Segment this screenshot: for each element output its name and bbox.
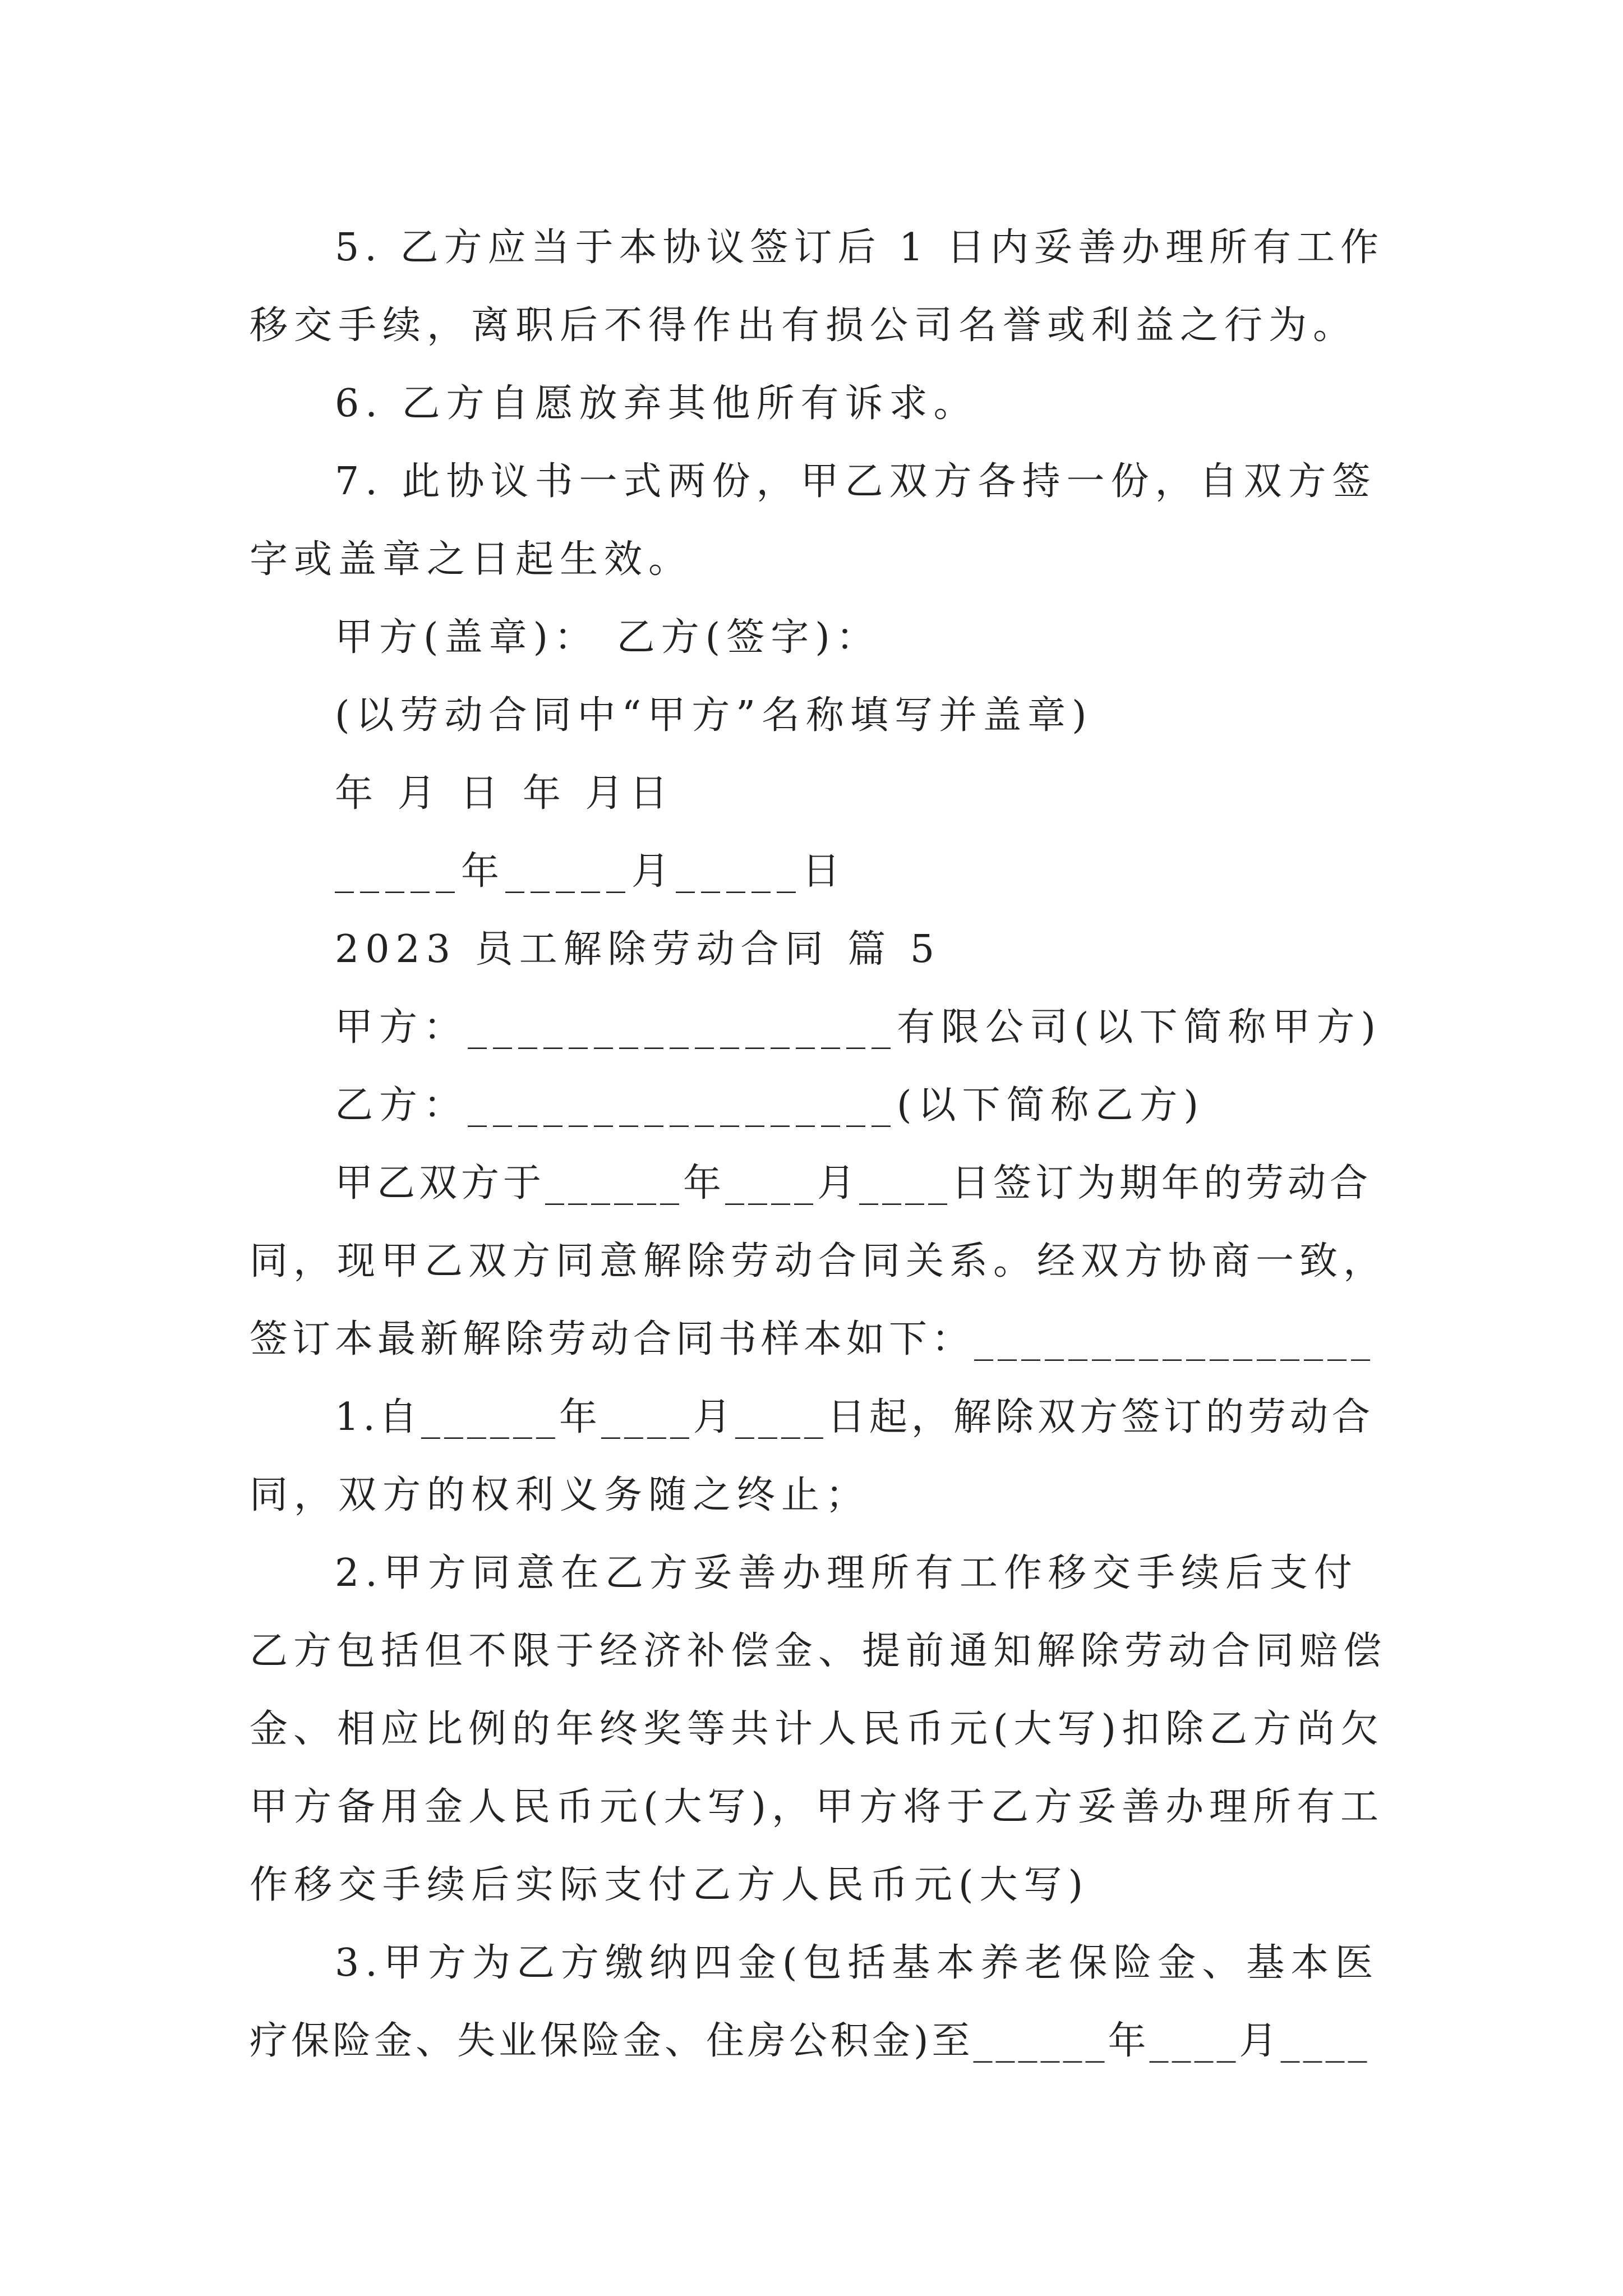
document-line	[250, 1846, 1388, 1924]
document-line	[250, 521, 1388, 599]
document-line	[250, 1612, 1388, 1690]
document-line	[250, 209, 1388, 287]
document-line-text: 金、相应比例的年终奖等共计人民币元(大写)扣除乙方尚欠	[250, 1707, 1385, 1751]
document-line-text: 乙方：_________________(以下简称乙方)	[335, 1083, 1205, 1128]
document-line-text: 3.甲方为乙方缴纳四金(包括基本养老保险金、基本医	[335, 1941, 1380, 1985]
document-line	[250, 443, 1388, 521]
document-line	[250, 1924, 1388, 2002]
document-line-text: 6. 乙方自愿放弃其他所有诉求。	[335, 381, 978, 426]
document-line	[250, 677, 1388, 754]
document-line-text: 字或盖章之日起生效。	[250, 537, 693, 582]
document-line	[250, 365, 1388, 443]
document-line	[250, 1690, 1388, 1768]
document-line-text: 同，现甲乙双方同意解除劳动合同关系。经双方协商一致，	[250, 1239, 1387, 1283]
document-line-text: 移交手续，离职后不得作出有损公司名誉或利益之行为。	[250, 303, 1358, 348]
document-line	[250, 832, 1388, 910]
document-line	[250, 1768, 1388, 1846]
document-line	[250, 1066, 1388, 1144]
document-line-text: _____年_____月_____日	[335, 849, 847, 894]
document-line-text: 乙方包括但不限于经济补偿金、提前通知解除劳动合同赔偿	[250, 1629, 1387, 1673]
document-line-text: 5. 乙方应当于本协议签订后 1 日内妥善办理所有工作	[335, 226, 1384, 270]
document-line	[250, 754, 1388, 832]
document-body	[250, 209, 1388, 2080]
document-line	[250, 988, 1388, 1066]
document-line-text: 签订本最新解除劳动合同书样本如下：_________________	[250, 1317, 1375, 1361]
document-line-text: 甲方备用金人民币元(大写)，甲方将于乙方妥善办理所有工	[250, 1785, 1385, 1829]
document-line	[250, 287, 1388, 365]
document-line-text: 1.自______年____月____日起，解除双方签订的劳动合	[335, 1395, 1374, 1439]
document-line-text: (以劳动合同中“甲方”名称填写并盖章)	[335, 693, 1093, 738]
document-line-text: 年 月 日 年 月日	[335, 771, 674, 816]
document-line-text: 甲方(盖章)： 乙方(签字)：	[335, 615, 880, 660]
document-line	[250, 1144, 1388, 1222]
document-line	[250, 1534, 1388, 1612]
document-line	[250, 599, 1388, 677]
document-line	[250, 1378, 1388, 1456]
document-line-text: 作移交手续后实际支付乙方人民币元(大写)	[250, 1863, 1090, 1907]
document-line-text: 2023 员工解除劳动合同 篇 5	[335, 927, 941, 972]
document-line	[250, 1222, 1388, 1300]
document-line	[250, 1456, 1388, 1534]
document-line	[250, 2002, 1388, 2080]
document-line-text: 甲乙双方于______年____月____日签订为期年的劳动合	[335, 1161, 1372, 1205]
document-line-text: 甲方：_________________有限公司(以下简称甲方)	[335, 1005, 1382, 1050]
document-line-text: 7. 此协议书一式两份，甲乙双方各持一份，自双方签	[335, 459, 1377, 504]
document-line-text: 同，双方的权利义务随之终止；	[250, 1473, 870, 1517]
document-line	[250, 1300, 1388, 1378]
document-line-text: 疗保险金、失业保险金、住房公积金)至______年____月____	[250, 2019, 1371, 2063]
document-line-text: 2.甲方同意在乙方妥善办理所有工作移交手续后支付	[335, 1551, 1358, 1595]
document-line	[250, 910, 1388, 988]
